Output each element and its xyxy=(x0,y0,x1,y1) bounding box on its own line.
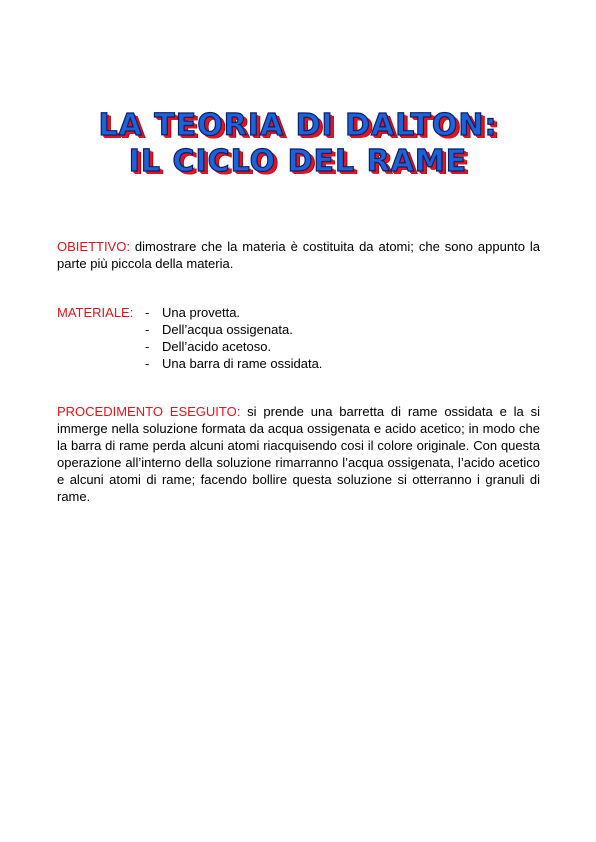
list-item-text: Una provetta. xyxy=(162,305,241,320)
procedure-paragraph xyxy=(57,403,540,505)
procedure-label: PROCEDIMENTO ESEGUITO: xyxy=(57,404,241,419)
list-item-text: Dell’acido acetoso. xyxy=(162,339,272,354)
list-item-text: Dell’acqua ossigenata. xyxy=(162,322,293,337)
materials-list xyxy=(145,304,322,372)
list-item xyxy=(145,338,322,355)
document-title xyxy=(0,108,596,180)
list-item xyxy=(145,355,322,372)
list-dash: - xyxy=(145,305,150,320)
materials-label: MATERIALE: xyxy=(57,305,134,320)
title-line-2: IL CICLO DEL RAME xyxy=(128,144,468,179)
document-body xyxy=(57,238,540,505)
list-dash: - xyxy=(145,356,150,371)
procedure-text: si prende una barretta di rame ossidata e la si immerge nella soluzione formata da acqua ossigenata e acido acetico; in modo che la barra di rame perda alcuni atomi riacquisendo cosi il colore originale. Con questa operazione all’interno della soluzione rimarranno l’acqua ossigenata, l’acido acetico e alcuni atomi di rame; facendo bollire questa soluzione si otterranno i granuli di rame. xyxy=(57,404,541,504)
list-item xyxy=(145,321,322,338)
list-dash: - xyxy=(145,339,150,354)
materials-section xyxy=(57,304,540,372)
list-item-text: Una barra di rame ossidata. xyxy=(162,356,323,371)
list-dash: - xyxy=(145,322,150,337)
objective-text: dimostrare che la materia è costituita da atomi; che sono appunto la parte più piccola della materia. xyxy=(57,239,540,271)
objective-paragraph xyxy=(57,238,540,272)
objective-label: OBIETTIVO: xyxy=(57,239,130,254)
list-item xyxy=(145,304,322,321)
title-line-1: LA TEORIA DI DALTON: xyxy=(98,108,498,143)
